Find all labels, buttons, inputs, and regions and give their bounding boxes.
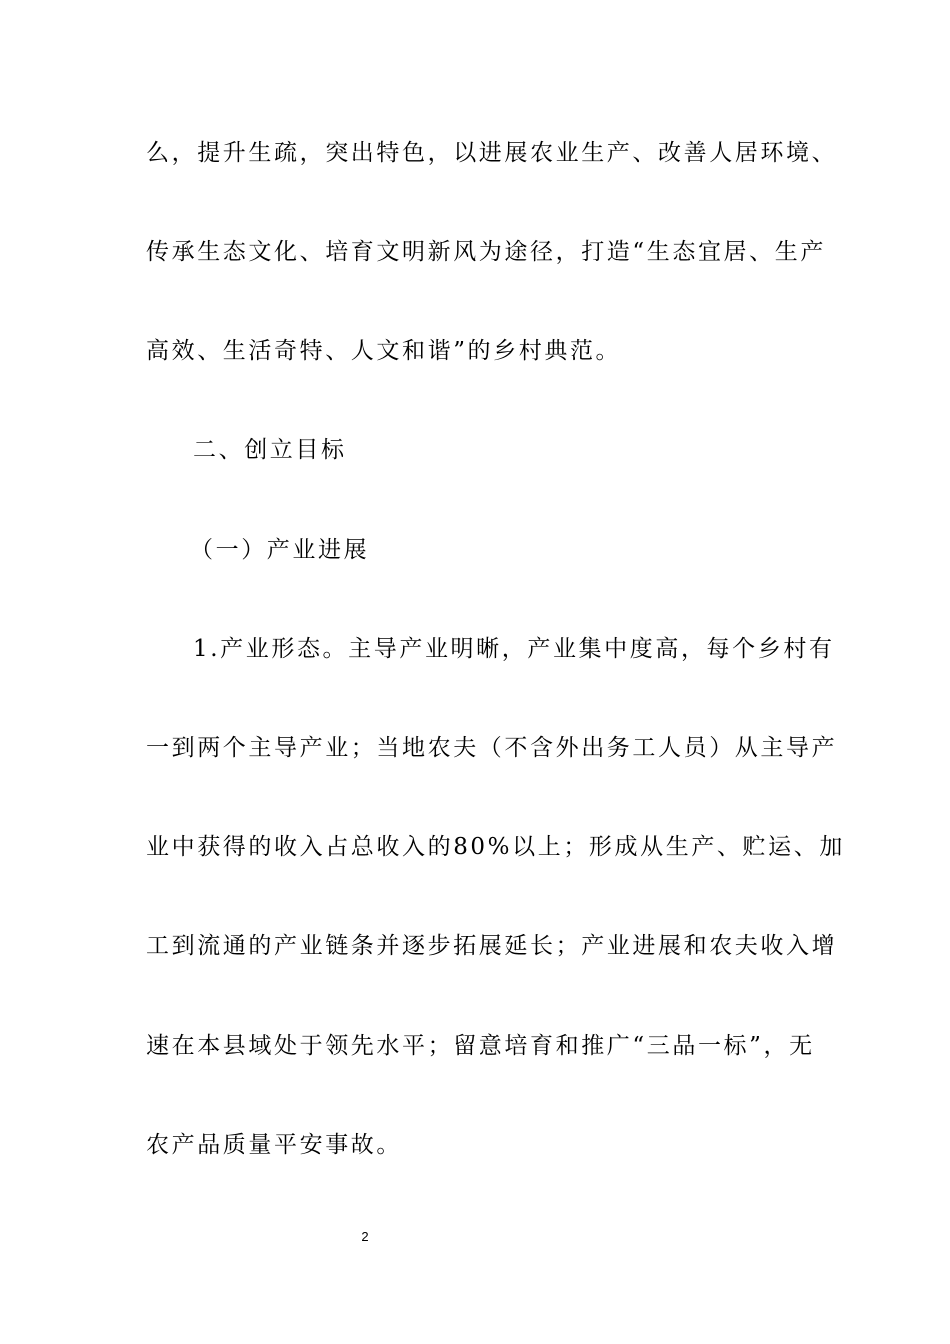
paragraph-line: 一到两个主导产业；当地农夫（不含外出务工人员）从主导产 — [146, 735, 838, 761]
subsection-heading: （一）产业进展 — [190, 537, 370, 563]
section-heading: 二、创立目标 — [193, 437, 347, 463]
paragraph-line: 工到流通的产业链条并逐步拓展延长；产业进展和农夫收入增 — [146, 933, 838, 959]
paragraph-line: 传承生态文化、培育文明新风为途径，打造“生态宜居、生产 — [146, 239, 826, 265]
paragraph-line: 农产品质量平安事故。 — [146, 1132, 402, 1158]
paragraph-line: 高效、生活奇特、人文和谐”的乡村典范。 — [146, 338, 622, 364]
paragraph-line: 业中获得的收入占总收入的80%以上；形成从生产、贮运、加 — [146, 834, 845, 860]
paragraph-line: 1.产业形态。主导产业明晰，产业集中度高，每个乡村有 — [193, 636, 835, 662]
paragraph-line: 么，提升生疏，突出特色，以进展农业生产、改善人居环境、 — [146, 140, 838, 166]
paragraph-line: 速在本县域处于领先水平；留意培育和推广“三品一标”，无 — [146, 1033, 815, 1059]
page-number: 2 — [361, 1229, 369, 1244]
